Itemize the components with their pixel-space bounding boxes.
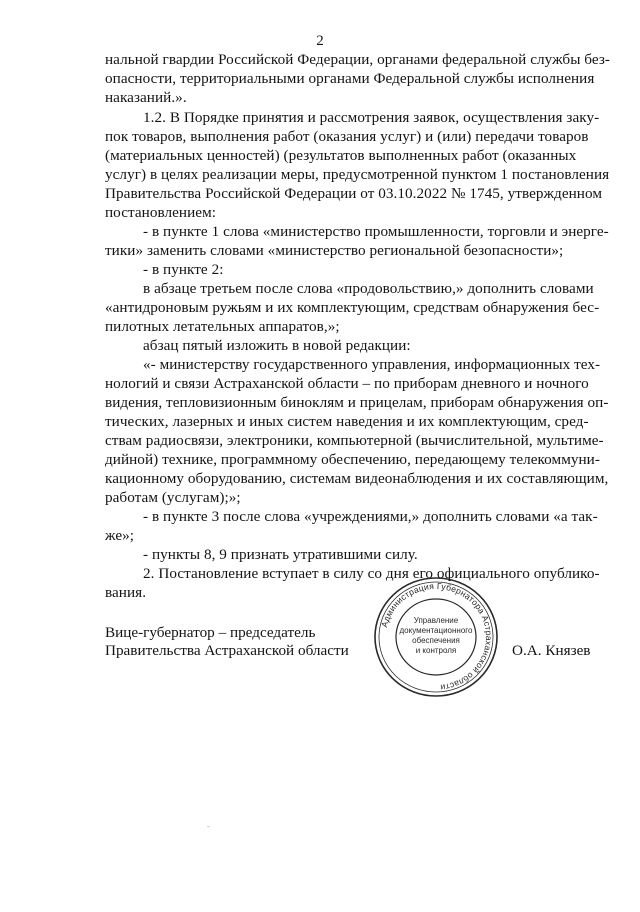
text-line: - пункты 8, 9 признать утратившими силу. <box>143 546 418 563</box>
stamp-inner-line: обеспечения <box>412 636 460 645</box>
text-line: нологий и связи Астраханской области – по приборам дневного и ночного <box>105 375 589 392</box>
text-line: ствам радиосвязи, электроники, компьютерной (вычислительной, мультиме- <box>105 432 604 449</box>
text-line: абзац пятый изложить в новой редакции: <box>143 337 411 354</box>
text-line: нальной гвардии Российской Федерации, органами федеральной службы без- <box>105 51 611 68</box>
text-line: 1.2. В Порядке принятия и рассмотрения заявок, осуществления заку- <box>143 109 600 126</box>
stamp-inner-line: и контроля <box>415 646 457 655</box>
stamp-inner-line: Управление <box>413 616 459 625</box>
text-line: - в пункте 2: <box>143 261 224 278</box>
text-line: 2. Постановление вступает в силу со дня его официального опублико- <box>143 565 600 582</box>
text-line: - в пункте 3 после слова «учреждениями,» дополнить словами «а так- <box>143 508 598 525</box>
text-line: кационному оборудованию, системам видеонаблюдения и их составляющим, <box>105 470 609 487</box>
text-line: работам (услугам);»; <box>105 489 241 506</box>
text-line: тических, лазерных и иных систем наведения и их комплектующим, сред- <box>105 413 589 430</box>
text-line: «антидроновым ружьям и их комплектующим, средствам обнаружения бес- <box>105 299 600 316</box>
scan-mark: - <box>207 822 210 831</box>
stamp-seal <box>372 575 500 699</box>
text-line: видения, тепловизионным биноклям и прицелам, приборам обнаружения оп- <box>105 394 609 411</box>
text-line: пилотных летательных аппаратов,»; <box>105 318 340 335</box>
text-line: «- министерству государственного управления, информационных тех- <box>143 356 601 373</box>
text-line: тики» заменить словами «министерство региональной безопасности»; <box>105 242 564 259</box>
text-line: Правительства Российской Федерации от 03.10.2022 № 1745, утвержденном <box>105 185 602 202</box>
text-line: постановлением: <box>105 204 216 221</box>
page-number: 2 <box>316 33 324 49</box>
signer-position-line2: Правительства Астраханской области <box>105 642 349 659</box>
signer-name: О.А. Князев <box>512 642 591 659</box>
official-stamp <box>372 575 500 699</box>
text-line: (материальных ценностей) (результатов выполненных работ (оказанных <box>105 147 577 164</box>
text-line: опасности, территориальными органами Федеральной службы исполнения <box>105 70 595 87</box>
signer-position-line1: Вице-губернатор – председатель <box>105 624 316 641</box>
text-line: в абзаце третьем после слова «продовольствию,» дополнить словами <box>143 280 594 297</box>
text-line: же»; <box>105 527 135 544</box>
stamp-ring-text: Администрация Губернатора Астраханской области <box>379 580 495 693</box>
stamp-inner-line: документационного <box>399 626 473 635</box>
text-line: - в пункте 1 слова «министерство промышленности, торговли и энерге- <box>143 223 609 240</box>
text-line: вания. <box>105 584 147 601</box>
text-line: услуг) в целях реализации меры, предусмотренной пунктом 1 постановления <box>105 166 610 183</box>
text-line: наказаний.». <box>105 89 187 106</box>
text-line: пок товаров, выполнения работ (оказания услуг) и (или) передачи товаров <box>105 128 589 145</box>
text-line: дийной) технике, программному обеспечению, передающему телекоммуни- <box>105 451 600 468</box>
